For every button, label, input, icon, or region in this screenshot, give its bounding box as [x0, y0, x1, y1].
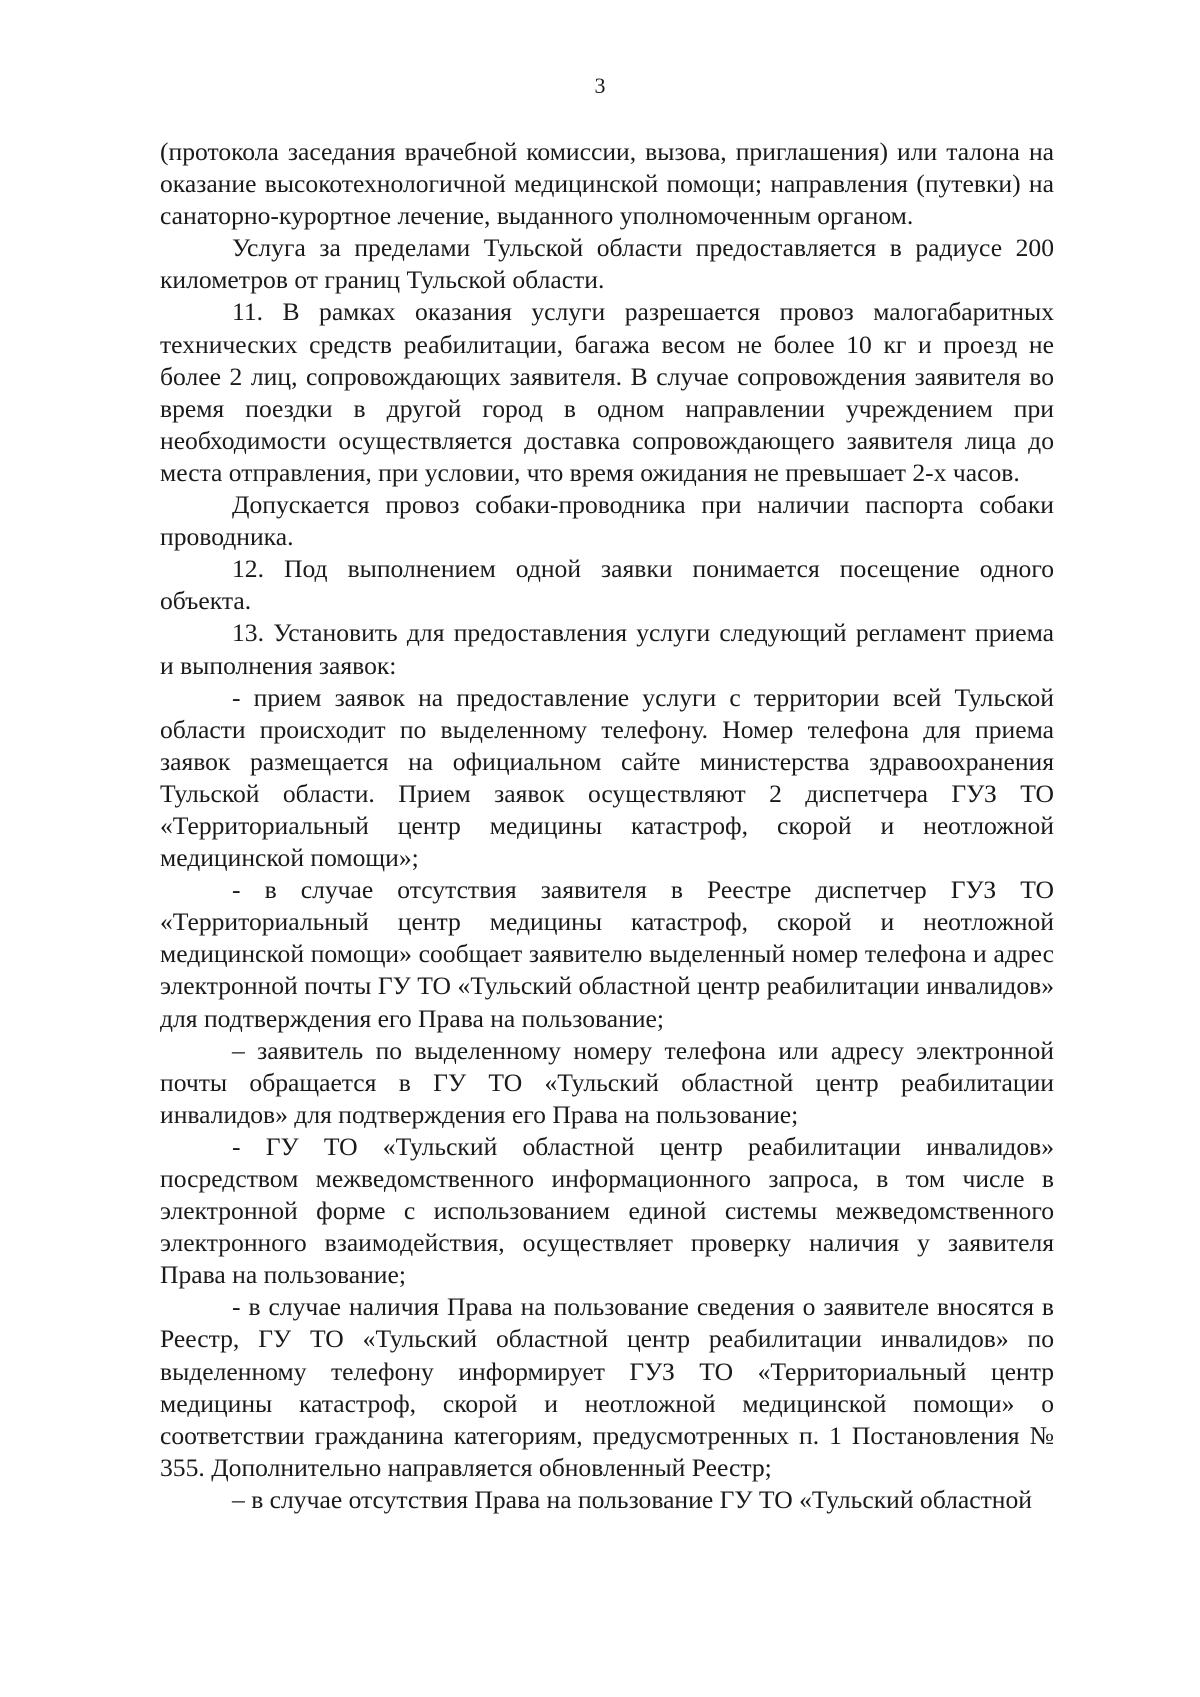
list-item-request-intake: - прием заявок на предоставление услуги с территории всей Тульской области происходит по выделенному телефону. Номер телефона для приема заявок размещается на официальном сайте министерства здравоохранения Тульской области. Прием заявок осуществляют 2 диспетчера ГУЗ ТО «Территориальный центр медицины катастроф, скорой и неотложной медицинской помощи»; [160, 682, 1054, 873]
list-item-right-absent: – в случае отсутствия Права на пользование ГУ ТО «Тульский областной [232, 1484, 1032, 1514]
paragraph-item-11: 11. В рамках оказания услуги разрешается провоз малогабаритных технических средств реабилитации, багажа весом не более 10 кг и проезд не более 2 лиц, сопровождающих заявителя. В случае сопровождения заявителя во время поездки в другой город в одном направлении учреждением при необходимости осуществляется доставка сопровождающего заявителя лица до места отправления, при условии, что время ожидания не превышает 2-х часов. [160, 297, 1054, 487]
list-item-not-in-registry: - в случае отсутствия заявителя в Реестре диспетчер ГУЗ ТО «Территориальный центр медицины катастроф, скорой и неотложной медицинской помощи» сообщает заявителю выделенный номер телефона и адрес электронной почты ГУ ТО «Тульский областной центр реабилитации инвалидов» для подтверждения его Права на пользование; [160, 875, 1054, 1033]
list-item-verification: - ГУ ТО «Тульский областной центр реабилитации инвалидов» посредством межведомственного информационного запроса, в том числе в электронной форме с использованием единой системы межведомственного электронного взаимодействия, осуществляет проверку наличия у заявителя Права на пользование; [160, 1131, 1054, 1290]
document-body [160, 136, 1054, 1516]
paragraph-guide-dog: Допускается провоз собаки-проводника при наличии паспорта собаки проводника. [160, 490, 1054, 552]
paragraph-item-12: 12. Под выполнением одной заявки понимается посещение одного объекта. [160, 554, 1054, 616]
paragraph-continuation: (протокола заседания врачебной комиссии, вызова, приглашения) или талона на оказание высокотехнологичной медицинской помощи; направления (путевки) на санаторно-курортное лечение, выданного уполномоченным органом. [160, 137, 1054, 231]
list-item-right-confirmed: - в случае наличия Права на пользование сведения о заявителе вносятся в Реестр, ГУ ТО «Тульский областной центр реабилитации инвалидов» по выделенному телефону информирует ГУЗ ТО «Территориальный центр медицины катастроф, скорой и неотложной медицинской помощи» о соответствии гражданина категориям, предусмотренных п. 1 Постановления № 355. Дополнительно направляется обновленный Реестр; [160, 1292, 1054, 1482]
list-item-applicant-contact: – заявитель по выделенному номеру телефона или адресу электронной почты обращается в ГУ ТО «Тульский областной центр реабилитации инвалидов» для подтверждения его Права на пользование; [160, 1035, 1054, 1129]
paragraph-service-radius: Услуга за пределами Тульской области предоставляется в радиусе 200 километров от границ Тульской области. [160, 233, 1054, 295]
paragraph-item-13: 13. Установить для предоставления услуги следующий регламент приема и выполнения заявок: [160, 618, 1054, 680]
page-number: 3 [594, 73, 606, 98]
